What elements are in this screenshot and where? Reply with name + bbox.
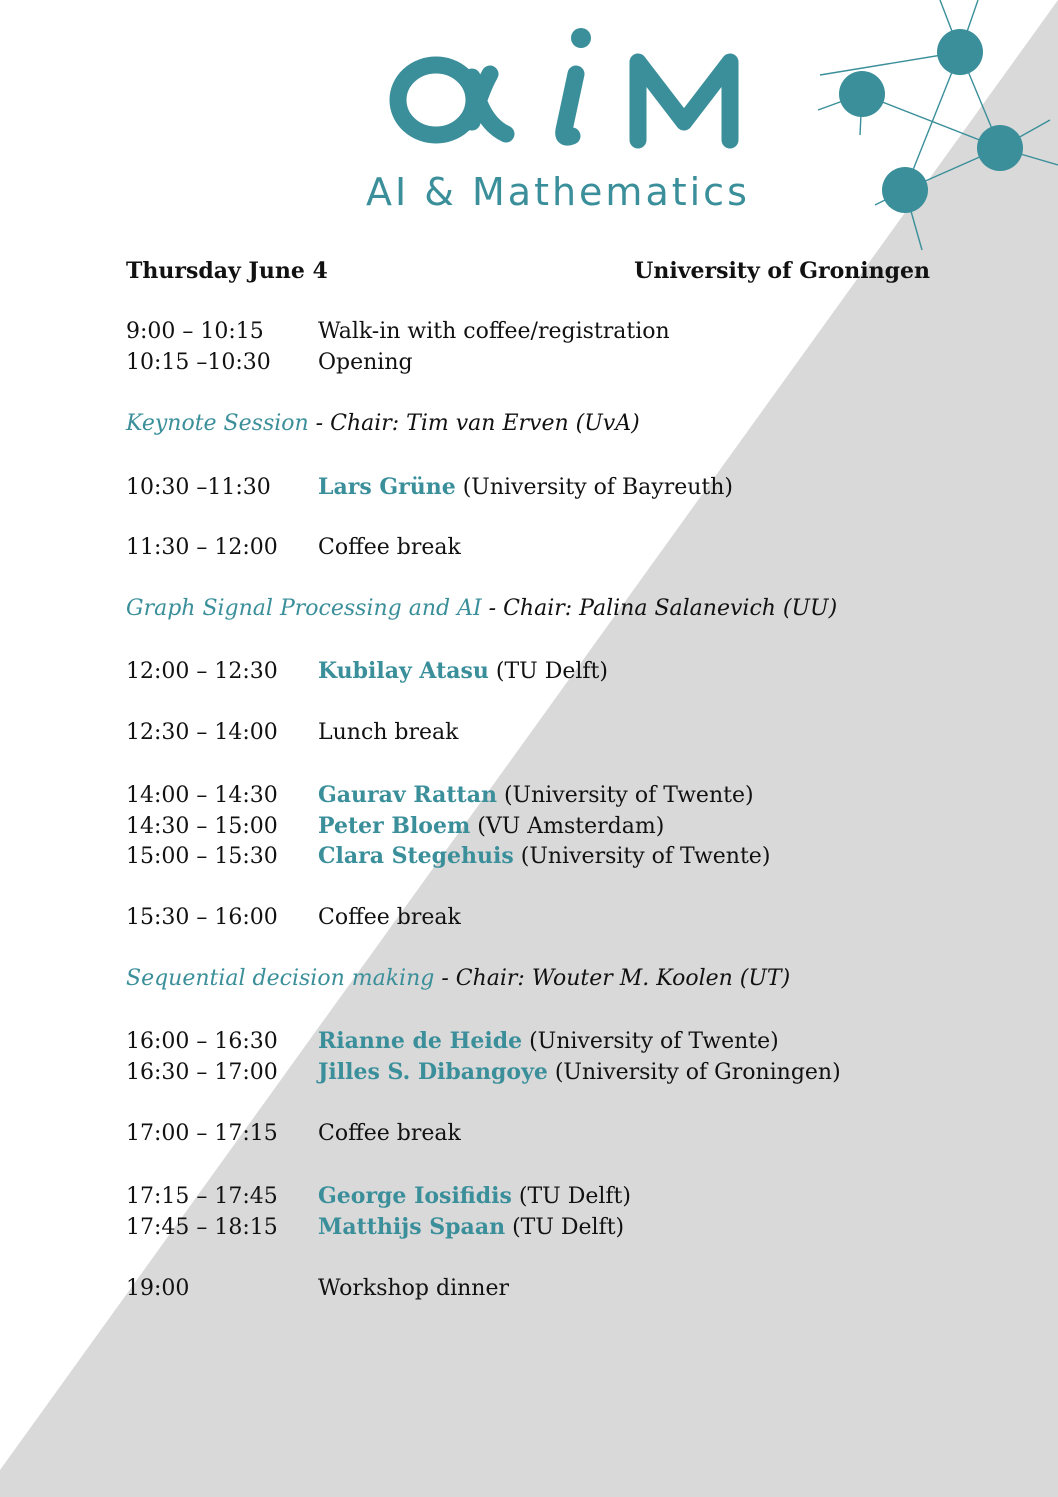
activity: Opening <box>318 350 413 375</box>
schedule-row <box>126 1058 841 1087</box>
logo-subtitle: AI & Mathematics <box>366 170 750 214</box>
time: 12:00 – 12:30 <box>126 659 278 684</box>
schedule-row <box>126 1120 461 1148</box>
event-date: Thursday June 4 <box>126 258 328 284</box>
time: 10:30 –11:30 <box>126 475 271 500</box>
schedule-row <box>126 842 770 871</box>
session-chair: - Chair: Wouter M. Koolen (UT) <box>434 966 791 991</box>
time: 11:30 – 12:00 <box>126 535 278 560</box>
schedule-row <box>126 534 461 562</box>
time: 14:30 – 15:00 <box>126 814 278 839</box>
activity: Coffee break <box>318 1121 461 1146</box>
time: 12:30 – 14:00 <box>126 720 278 745</box>
schedule-row <box>126 473 733 502</box>
time: 17:15 – 17:45 <box>126 1184 278 1209</box>
speaker-name: Kubilay Atasu <box>318 658 489 684</box>
time: 10:15 –10:30 <box>126 350 271 375</box>
session-name: Sequential decision making <box>126 966 435 991</box>
schedule-row <box>126 1182 631 1211</box>
session-heading <box>126 965 790 993</box>
activity: Walk-in with coffee/registration <box>318 319 670 344</box>
speaker-name: Rianne de Heide <box>318 1028 523 1054</box>
speaker-name: Lars Grüne <box>318 474 456 500</box>
affiliation: (TU Delft) <box>511 1184 631 1209</box>
session-chair: - Chair: Palina Salanevich (UU) <box>481 596 838 621</box>
schedule-row <box>126 1275 509 1303</box>
affiliation: (University of Groningen) <box>547 1060 841 1085</box>
speaker-name: Gaurav Rattan <box>318 782 497 808</box>
session-heading <box>126 595 837 623</box>
speaker-name: George Iosifidis <box>318 1183 512 1209</box>
session-name: Keynote Session <box>126 411 309 436</box>
speaker-name: Peter Bloem <box>318 813 471 839</box>
time: 17:45 – 18:15 <box>126 1215 278 1240</box>
network-nodes-icon <box>800 0 1058 260</box>
time: 9:00 – 10:15 <box>126 319 264 344</box>
schedule-row <box>126 812 664 841</box>
speaker-name: Matthijs Spaan <box>318 1214 506 1240</box>
time: 15:30 – 16:00 <box>126 905 278 930</box>
time: 14:00 – 14:30 <box>126 783 278 808</box>
time: 19:00 <box>126 1276 190 1301</box>
schedule-row <box>126 318 670 346</box>
event-venue: University of Groningen <box>634 258 930 284</box>
logo-mark <box>388 22 758 152</box>
session-chair: - Chair: Tim van Erven (UvA) <box>308 411 640 436</box>
affiliation: (University of Twente) <box>513 844 771 869</box>
affiliation: (TU Delft) <box>488 659 608 684</box>
schedule-row <box>126 904 461 932</box>
speaker-name: Jilles S. Dibangoye <box>318 1059 548 1085</box>
time: 16:00 – 16:30 <box>126 1029 278 1054</box>
affiliation: (VU Amsterdam) <box>470 814 665 839</box>
time: 17:00 – 17:15 <box>126 1121 278 1146</box>
session-heading <box>126 410 640 438</box>
activity: Workshop dinner <box>318 1276 509 1301</box>
activity: Lunch break <box>318 720 459 745</box>
affiliation: (University of Bayreuth) <box>455 475 734 500</box>
schedule-row <box>126 1027 779 1056</box>
schedule-row <box>126 719 459 747</box>
schedule-row <box>126 1213 624 1242</box>
schedule-row <box>126 781 754 810</box>
activity: Coffee break <box>318 905 461 930</box>
session-name: Graph Signal Processing and AI <box>126 596 482 621</box>
schedule-row <box>126 657 608 686</box>
activity: Coffee break <box>318 535 461 560</box>
affiliation: (University of Twente) <box>496 783 754 808</box>
speaker-name: Clara Stegehuis <box>318 843 514 869</box>
schedule-row <box>126 349 413 377</box>
time: 16:30 – 17:00 <box>126 1060 278 1085</box>
time: 15:00 – 15:30 <box>126 844 278 869</box>
affiliation: (University of Twente) <box>522 1029 779 1054</box>
affiliation: (TU Delft) <box>505 1215 625 1240</box>
